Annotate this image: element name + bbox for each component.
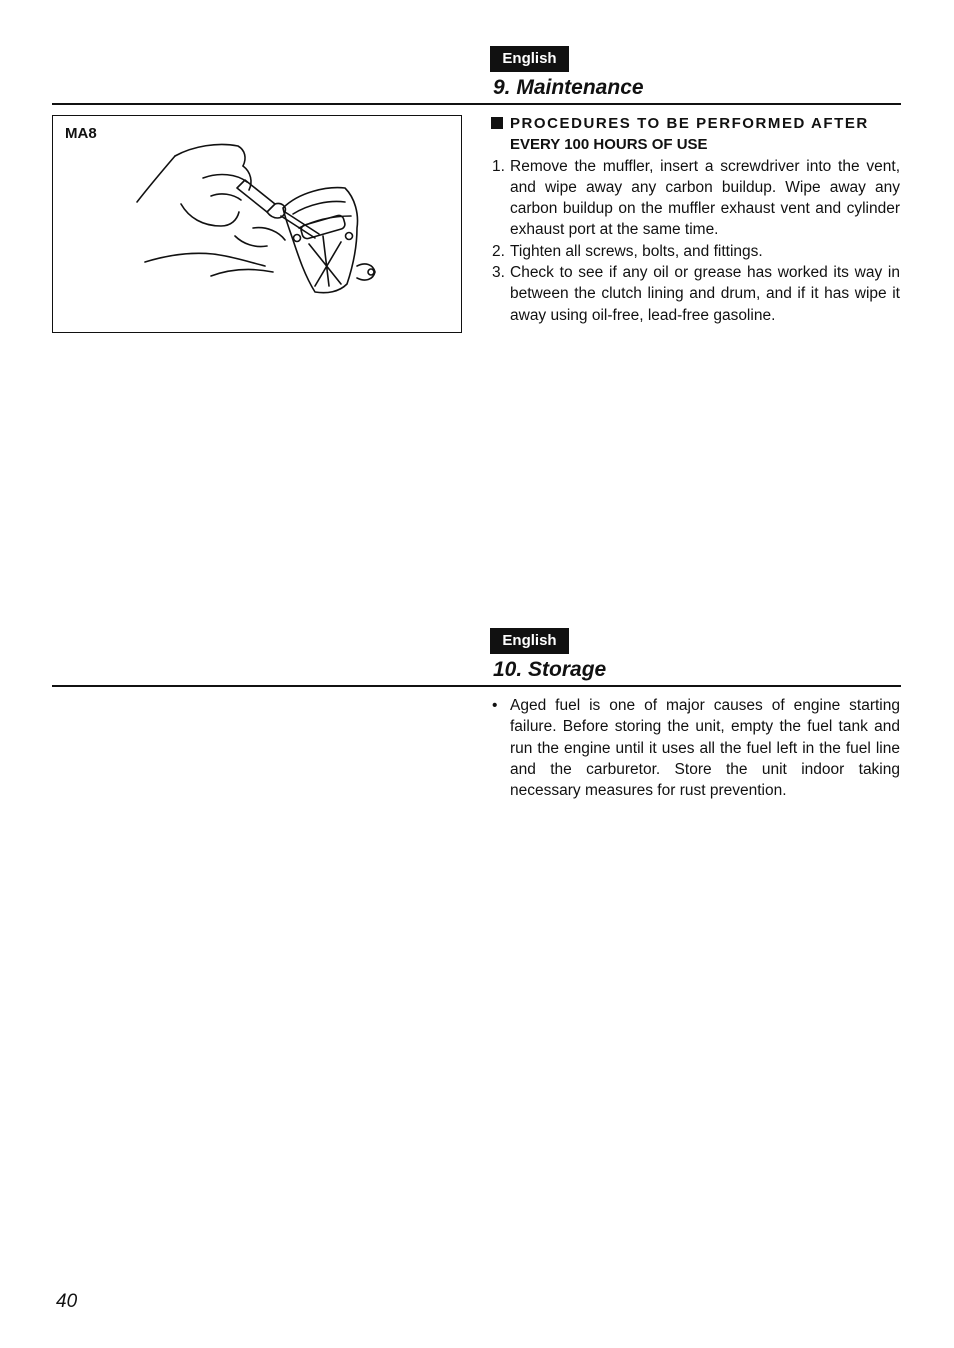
step-number: 3. [492,264,505,282]
bullet-icon: • [492,697,498,714]
list-item [490,695,900,801]
storage-text: Aged fuel is one of major causes of engine starting failure. Before storing the unit, empty the fuel tank and run the engine until it uses all the fuel left in the fuel line and the carburetor. Store the unit indoor taking necessary measures for rust prevention. [510,697,900,800]
procedures-heading-line2: EVERY 100 HOURS OF USE [510,136,708,154]
maintenance-steps [490,156,900,326]
muffler-cleaning-illustration [53,116,461,332]
storage-section-title: 10. Storage [493,658,607,681]
section-divider [52,685,901,687]
list-item [490,156,900,241]
square-bullet-icon [491,117,503,129]
section-divider [52,103,901,105]
figure-ma8 [52,115,462,333]
step-number: 2. [492,242,505,260]
step-text: Remove the muffler, insert a screwdriver into the vent, and wipe away any carbon buildup. Wipe away any carbon buildup on the muffler exhaust vent and cylinder exhaust port at the same time. [510,157,900,239]
step-number: 1. [492,157,505,175]
list-item [490,241,900,262]
language-badge: English [490,628,569,654]
page-number: 40 [56,1291,78,1312]
maintenance-section-title: 9. Maintenance [493,76,644,99]
procedures-heading [490,113,900,156]
step-text: Check to see if any oil or grease has worked its way in between the clutch lining and drum, and if it has wipe it away using oil-free, lead-free gasoline. [510,264,900,324]
language-badge: English [490,46,569,72]
list-item [490,262,900,326]
step-text: Tighten all screws, bolts, and fittings. [510,242,763,260]
storage-content [490,695,900,801]
procedures-heading-line1: PROCEDURES TO BE PERFORMED AFTER [510,115,869,132]
figure-label: MA8 [65,125,97,142]
maintenance-content [490,113,900,326]
